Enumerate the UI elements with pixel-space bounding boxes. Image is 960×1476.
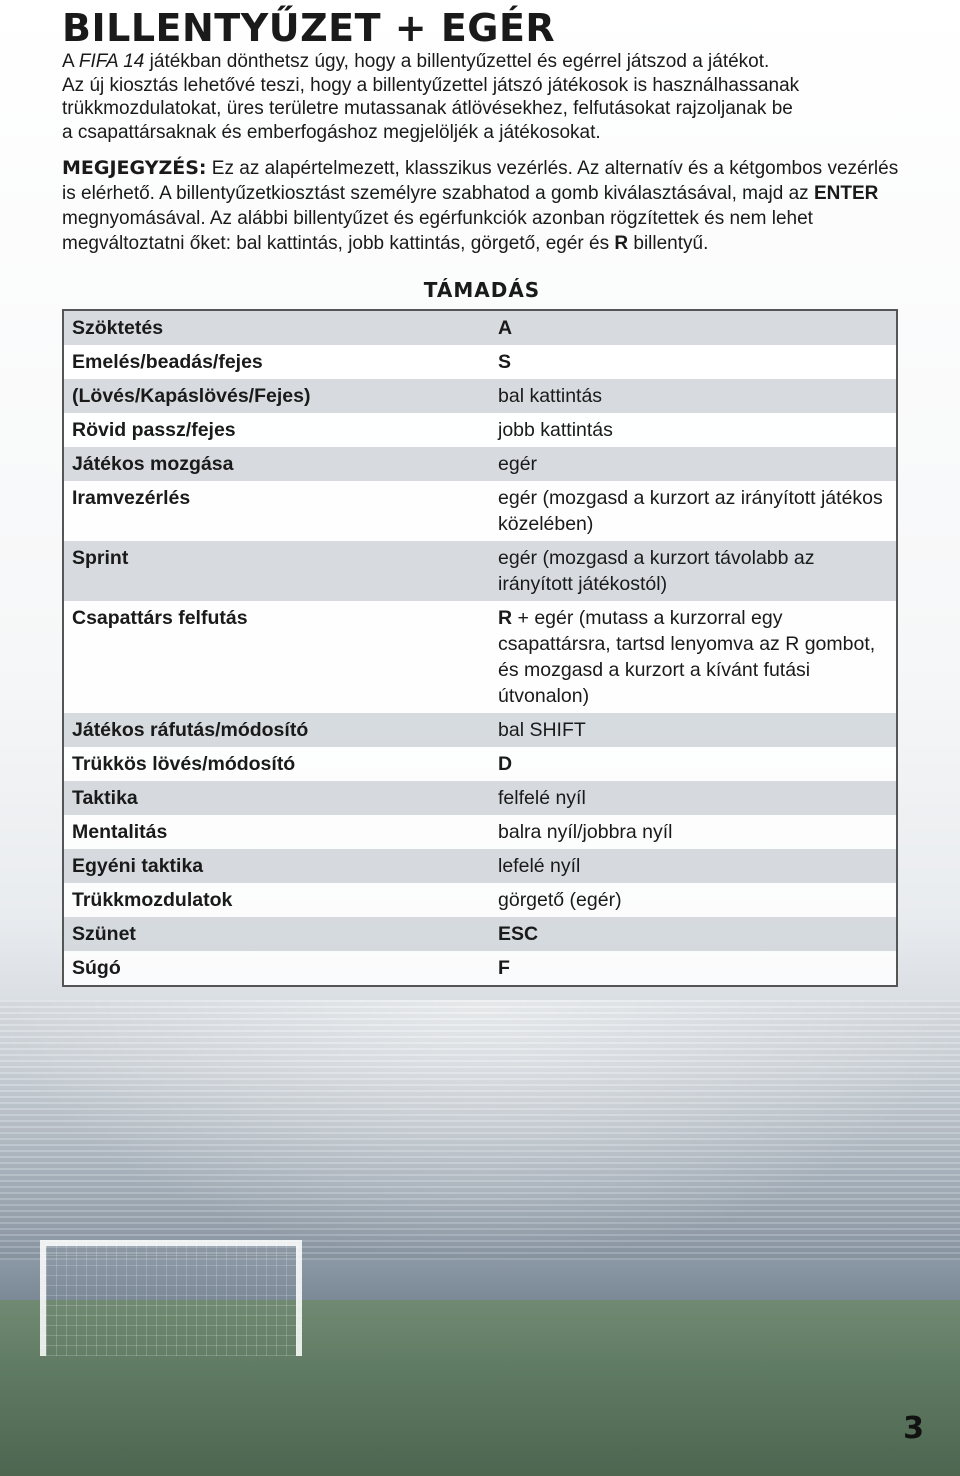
key-cell: lefelé nyíl [490,849,897,883]
action-cell: Szöktetés [63,310,490,345]
action-cell: Trükkös lövés/módosító [63,747,490,781]
table-row [63,379,897,413]
action-cell: Játékos ráfutás/módosító [63,713,490,747]
table-row [63,883,897,917]
page-title: BILLENTYŰZET + EGÉR [62,6,556,50]
intro-line: A FIFA 14 játékban dönthetsz úgy, hogy a billentyűzettel és egérrel játszod a játékot. [62,51,770,72]
action-cell: Szünet [63,917,490,951]
action-cell: Taktika [63,781,490,815]
key-cell: felfelé nyíl [490,781,897,815]
action-cell: (Lövés/Kapáslövés/Fejes) [63,379,490,413]
intro-paragraph [62,50,902,144]
section-title: TÁMADÁS [423,278,541,302]
page-content [62,6,902,308]
table-row [63,747,897,781]
action-cell: Játékos mozgása [63,447,490,481]
key-cell: egér (mozgasd a kurzort távolabb az irányított játékostól) [490,541,897,601]
intro-line: a csapattársaknak és emberfogáshoz megjelöljék a játékosokat. [62,121,601,143]
table-row [63,601,897,713]
key-cell: bal SHIFT [490,713,897,747]
table-row [63,713,897,747]
intro-line: Az új kiosztás lehetővé teszi, hogy a billentyűzettel játszó játékosok is használhassanak [62,74,800,96]
table-row [63,345,897,379]
table-row [63,481,897,541]
table-row [63,781,897,815]
key-cell: D [490,747,897,781]
action-cell: Iramvezérlés [63,481,490,541]
action-cell: Egyéni taktika [63,849,490,883]
action-cell: Trükkmozdulatok [63,883,490,917]
table-row [63,849,897,883]
action-cell: Mentalitás [63,815,490,849]
table-row [63,413,897,447]
goal-net-illustration [40,1240,302,1356]
key-prefix: R [498,607,513,629]
action-cell: Rövid passz/fejes [63,413,490,447]
enter-key-label: ENTER [813,183,879,204]
note-text: megnyomásával. Az alábbi billentyűzet és egérfunkciók azonban rögzítettek és nem lehet megváltoztatni őket: bal kattintás, jobb kattintás, görgető, egér és [62,208,813,254]
note-label: MEGJEGYZÉS: [62,157,207,179]
note-text: Ez az alapértelmezett, klasszikus vezérlés. Az alternatív és a kétgombos vezérlés is elérhető. A billentyűzetkiosztást személyre szabhatod a gomb kiválasztásával, majd az [62,158,899,204]
key-cell: F [490,951,897,986]
controls-table [62,309,898,987]
note-paragraph [62,156,902,256]
key-cell: egér [490,447,897,481]
stadium-stands-background [0,1000,960,1260]
action-cell: Sprint [63,541,490,601]
table-row [63,541,897,601]
key-cell: görgető (egér) [490,883,897,917]
table-row [63,815,897,849]
key-cell [490,601,897,713]
table-row [63,951,897,986]
note-text: billentyű. [628,233,709,254]
key-cell: ESC [490,917,897,951]
action-cell: Súgó [63,951,490,986]
key-cell: jobb kattintás [490,413,897,447]
key-cell: balra nyíl/jobbra nyíl [490,815,897,849]
key-cell: bal kattintás [490,379,897,413]
key-cell: egér (mozgasd a kurzort az irányított játékos közelében) [490,481,897,541]
table-row [63,447,897,481]
key-text: + egér (mutass a kurzorral egy csapattársra, tartsd lenyomva az R gombot, és mozgasd a kurzort a kívánt futási útvonalon) [498,607,876,707]
intro-line: trükkmozdulatokat, üres területre mutassanak átlövésekhez, felfutásokat rajzoljanak be [62,98,793,119]
r-key-label: R [614,233,629,254]
table-row [63,917,897,951]
key-cell: A [490,310,897,345]
action-cell: Emelés/beadás/fejes [63,345,490,379]
page-number: 3 [903,1411,924,1446]
action-cell: Csapattárs felfutás [63,601,490,713]
key-cell: S [490,345,897,379]
table-row [63,310,897,345]
